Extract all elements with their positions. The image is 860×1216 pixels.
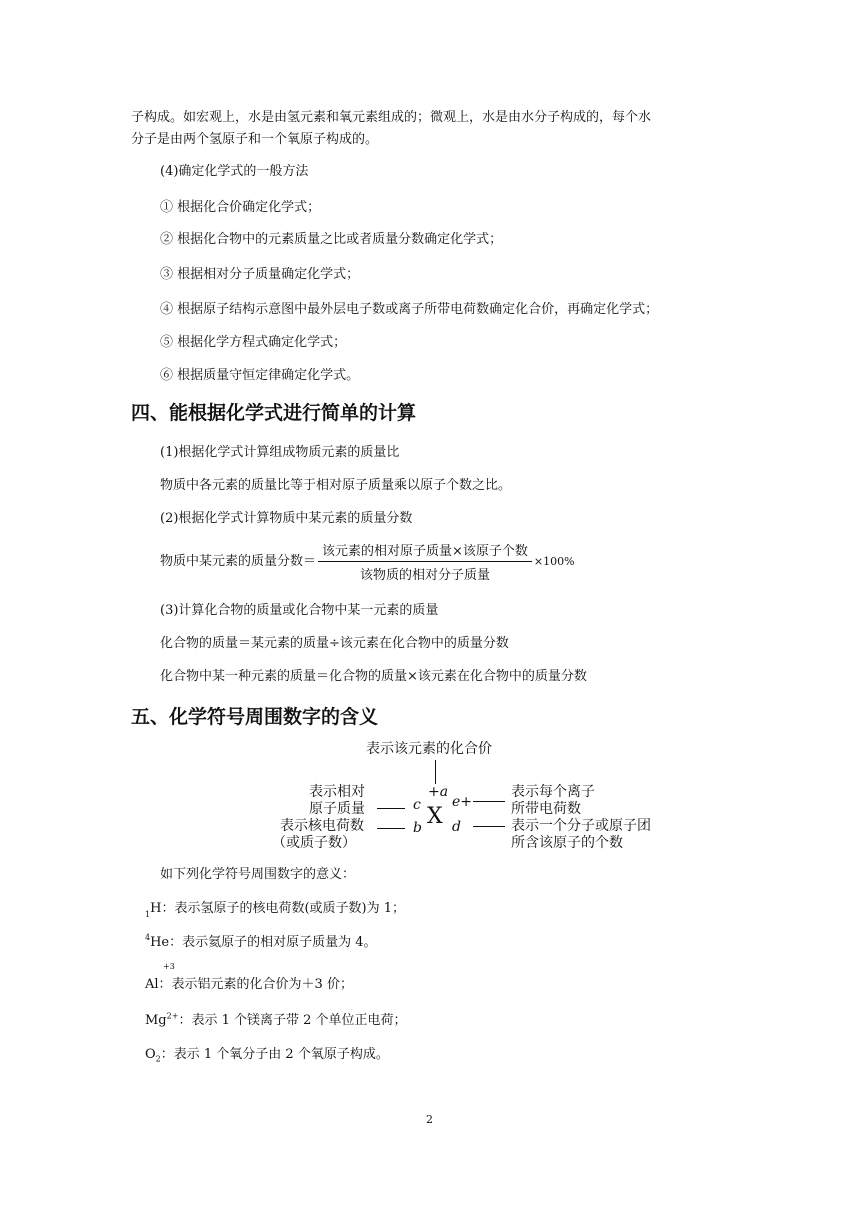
example-aluminum	[145, 962, 353, 992]
example-symbol: He	[150, 935, 170, 950]
diagram-right-bot-connector	[473, 826, 505, 827]
section-4-sub-3: (3)计算化合物的质量或化合物中某一元素的质量	[160, 603, 439, 618]
diagram-right-top-2: 所带电荷数	[511, 801, 581, 817]
methods-heading: (4)确定化学式的一般方法	[160, 164, 309, 179]
section-4-text-1: 物质中各元素的质量比等于相对原子质量乘以原子个数之比。	[160, 478, 512, 493]
section-4-sub-1: (1)根据化学式计算组成物质元素的质量比	[160, 445, 400, 460]
example-symbol: Mg	[145, 1013, 167, 1028]
diagram-left-bot-2: （或质子数）	[272, 835, 356, 851]
diagram-d: d	[452, 819, 461, 835]
example-prefix: 4	[145, 933, 151, 942]
mass-fraction-formula	[160, 540, 575, 583]
diagram-right-bot-2: 所含该原子的个数	[511, 835, 623, 851]
example-magnesium	[145, 1009, 407, 1028]
diagram-left-bot-connector	[377, 828, 405, 829]
example-symbol: O	[145, 1047, 156, 1062]
diagram-b: b	[413, 820, 422, 836]
section-5-intro: 如下列化学符号周围数字的意义：	[160, 867, 356, 882]
section-4-text-3a: 化合物的质量＝某元素的质量÷该元素在化合物中的质量分数	[160, 636, 509, 651]
intro-line-2: 分子是由两个氢原子和一个氧原子构成的。	[131, 132, 379, 147]
formula-lhs: 物质中某元素的质量分数＝	[160, 554, 317, 569]
section-5-title: 五、化学符号周围数字的含义	[131, 706, 379, 728]
formula-tail: ×100%	[533, 555, 575, 568]
formula-denominator: 该物质的相对分子质量	[359, 568, 490, 583]
diagram-right-top-connector	[473, 801, 505, 802]
method-item: ⑤ 根据化学方程式确定化学式；	[160, 335, 347, 350]
diagram-c: c	[413, 797, 421, 813]
section-4-title: 四、能根据化学式进行简单的计算	[131, 402, 417, 424]
diagram-top-connector	[435, 760, 436, 784]
diagram-left-bot-1: 表示核电荷数	[280, 818, 364, 834]
formula-fraction	[318, 540, 532, 583]
example-subscript: 2	[155, 1054, 161, 1064]
diagram-e: e+	[452, 794, 473, 810]
example-text: ：表示 1 个镁离子带 2 个单位正电荷；	[178, 1013, 407, 1028]
diagram-a: +a	[428, 784, 449, 800]
example-symbol: H	[150, 901, 162, 916]
example-text: ：表示氦原子的相对原子质量为 4。	[169, 935, 377, 950]
example-prefix: +3	[163, 962, 175, 971]
example-helium	[145, 931, 377, 950]
diagram-left-top-2: 原子质量	[309, 801, 365, 817]
example-prefix: 1	[145, 910, 151, 919]
section-4-sub-2: (2)根据化学式计算物质中某元素的质量分数	[160, 511, 413, 526]
method-item: ① 根据化合价确定化学式；	[160, 200, 321, 215]
example-text: ：表示 1 个氧分子由 2 个氧原子构成。	[160, 1047, 389, 1062]
diagram-top-label: 表示该元素的化合价	[366, 741, 492, 757]
method-item: ⑥ 根据质量守恒定律确定化学式。	[160, 368, 360, 383]
example-text: ：表示铝元素的化合价为＋3 价；	[158, 977, 353, 992]
formula-numerator: 该元素的相对原子质量×该原子个数	[318, 540, 532, 562]
method-item: ② 根据化合物中的元素质量之比或者质量分数确定化学式；	[160, 232, 503, 247]
method-item: ④ 根据原子结构示意图中最外层电子数或离子所带电荷数确定化合价，再确定化学式；	[160, 302, 659, 317]
example-symbol: Al	[145, 977, 159, 992]
intro-line-1: 子构成。如宏观上，水是由氢元素和氧元素组成的；微观上，水是由水分子构成的，每个水	[131, 110, 652, 125]
section-4-text-3b: 化合物中某一种元素的质量＝化合物的质量×该元素在化合物中的质量分数	[160, 669, 587, 684]
method-item: ③ 根据相对分子质量确定化学式；	[160, 267, 360, 282]
diagram-right-top-1: 表示每个离子	[511, 784, 595, 800]
page-number: 2	[426, 1113, 433, 1126]
example-superscript: 2+	[166, 1011, 179, 1021]
diagram-left-top-1: 表示相对	[309, 784, 365, 800]
example-oxygen	[145, 1043, 389, 1064]
diagram-left-top-connector	[377, 808, 405, 809]
diagram-right-bot-1: 表示一个分子或原子团	[511, 818, 651, 834]
example-text: ：表示氢原子的核电荷数(或质子数)为 1；	[161, 901, 405, 916]
diagram-x: X	[427, 804, 443, 829]
example-hydrogen	[145, 897, 405, 919]
